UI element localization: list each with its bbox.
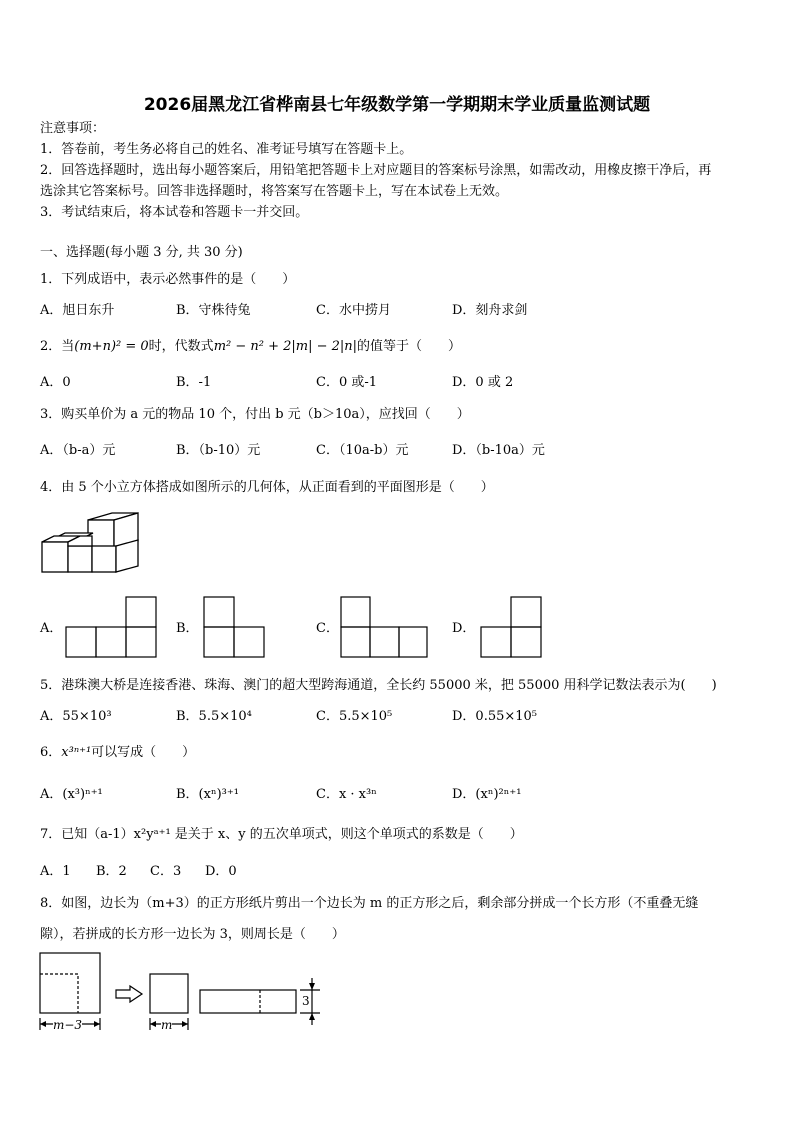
q8-label-3: 3 <box>302 994 310 1008</box>
q6-option-a: A．(x³)ⁿ⁺¹ <box>40 787 103 802</box>
q2-option-a: A．0 <box>40 375 71 390</box>
q6-option-c: C．x · x³ⁿ <box>316 787 377 802</box>
q1-option-b: B．守株待兔 <box>176 303 251 318</box>
q3-option-b: B．（b-10）元 <box>176 443 261 458</box>
question-1-stem: 1．下列成语中，表示必然事件的是（ ） <box>40 272 296 287</box>
q2-math-expression: m² − n² + 2|m| − 2|n| <box>213 339 358 354</box>
q1-option-c: C．水中捞月 <box>316 303 391 318</box>
q4-figure-c <box>340 596 428 658</box>
notice-item-1: 1．答卷前，考生务必将自己的姓名、准考证号填写在答题卡上。 <box>40 142 413 157</box>
q8-label-m-minus-3: m−3 <box>53 1018 83 1032</box>
q5-option-a: A．55×10³ <box>40 709 112 724</box>
q3-option-d: D．（b-10a）元 <box>452 443 545 458</box>
q4-figure-a <box>65 596 157 658</box>
q5-option-c: C．5.5×10⁵ <box>316 709 393 724</box>
cube-solid-figure <box>38 510 138 576</box>
question-8-stem-cont: 隙），若拼成的长方形一边长为 3，则周长是（ ） <box>40 927 345 942</box>
q2-stem-post: 的值等于（ ） <box>357 339 462 354</box>
notice-item-2-cont: 选涂其它答案标号。回答非选择题时，将答案写在答题卡上，写在本试卷上无效。 <box>40 184 509 199</box>
q6-math-power: x³ⁿ⁺¹ <box>61 745 92 760</box>
q5-option-b: B．5.5×10⁴ <box>176 709 252 724</box>
q4-figure-b <box>203 596 265 658</box>
question-6-stem <box>40 745 195 761</box>
q6-option-b: B．(xⁿ)³⁺¹ <box>176 787 239 802</box>
q7-option-b: B．2 <box>96 864 127 879</box>
question-7-stem: 7．已知（a-1）x²yᵃ⁺¹ 是关于 x、y 的五次单项式，则这个单项式的系数是（ ） <box>40 827 523 842</box>
q5-option-d: D．0.55×10⁵ <box>452 709 538 724</box>
question-3-stem: 3．购买单价为 a 元的物品 10 个，付出 b 元（b＞10a），应找回（ ） <box>40 407 470 422</box>
q2-option-c: C．0 或-1 <box>316 375 378 390</box>
q1-option-a: A．旭日东升 <box>40 303 115 318</box>
q4-option-a: A． <box>40 621 63 636</box>
page-title: 2026届黑龙江省桦南县七年级数学第一学期期末学业质量监测试题 <box>143 95 651 115</box>
q2-stem-mid: 时，代数式 <box>148 339 214 354</box>
q2-stem-pre: 2．当 <box>40 339 75 354</box>
q7-option-d: D．0 <box>205 864 237 879</box>
q7-option-a: A．1 <box>40 864 71 879</box>
q1-option-d: D．刻舟求剑 <box>452 303 528 318</box>
notice-heading: 注意事项： <box>40 121 106 136</box>
section-heading: 一、选择题(每小题 3 分, 共 30 分) <box>40 245 243 260</box>
notice-item-2: 2．回答选择题时，选出每小题答案后，用铅笔把答题卡上对应题目的答案标号涂黑，如需改动，用橡皮擦干净后，再 <box>40 163 712 178</box>
q6-option-d: D．(xⁿ)²ⁿ⁺¹ <box>452 787 522 802</box>
q6-stem-post: 可以写成（ ） <box>91 745 196 760</box>
q2-option-d: D．0 或 2 <box>452 375 514 390</box>
q2-math-condition: (m+n)² = 0 <box>74 339 149 354</box>
q8-label-m: m <box>161 1018 173 1032</box>
question-2-stem <box>40 339 461 355</box>
question-5-stem: 5．港珠澳大桥是连接香港、珠海、澳门的超大型跨海通道，全长约 55000 米，把 55000 用科学记数法表示为( ) <box>40 678 717 693</box>
q6-stem-pre: 6． <box>40 745 62 760</box>
question-4-stem: 4．由 5 个小立方体搭成如图所示的几何体，从正面看到的平面图形是（ ） <box>40 480 494 495</box>
q3-option-a: A．（b-a）元 <box>40 443 116 458</box>
notice-item-3: 3．考试结束后，将本试卷和答题卡一并交回。 <box>40 205 309 220</box>
q3-option-c: C．（10a-b）元 <box>316 443 409 458</box>
q4-option-b: B． <box>176 621 199 636</box>
q7-option-c: C．3 <box>150 864 182 879</box>
q4-option-d: D． <box>452 621 476 636</box>
q4-figure-d <box>480 596 542 658</box>
q4-option-c: C． <box>316 621 339 636</box>
q2-option-b: B．-1 <box>176 375 212 390</box>
question-8-stem: 8．如图，边长为（m+3）的正方形纸片剪出一个边长为 m 的正方形之后，剩余部分拼成一个长方形（不重叠无缝 <box>40 896 699 911</box>
